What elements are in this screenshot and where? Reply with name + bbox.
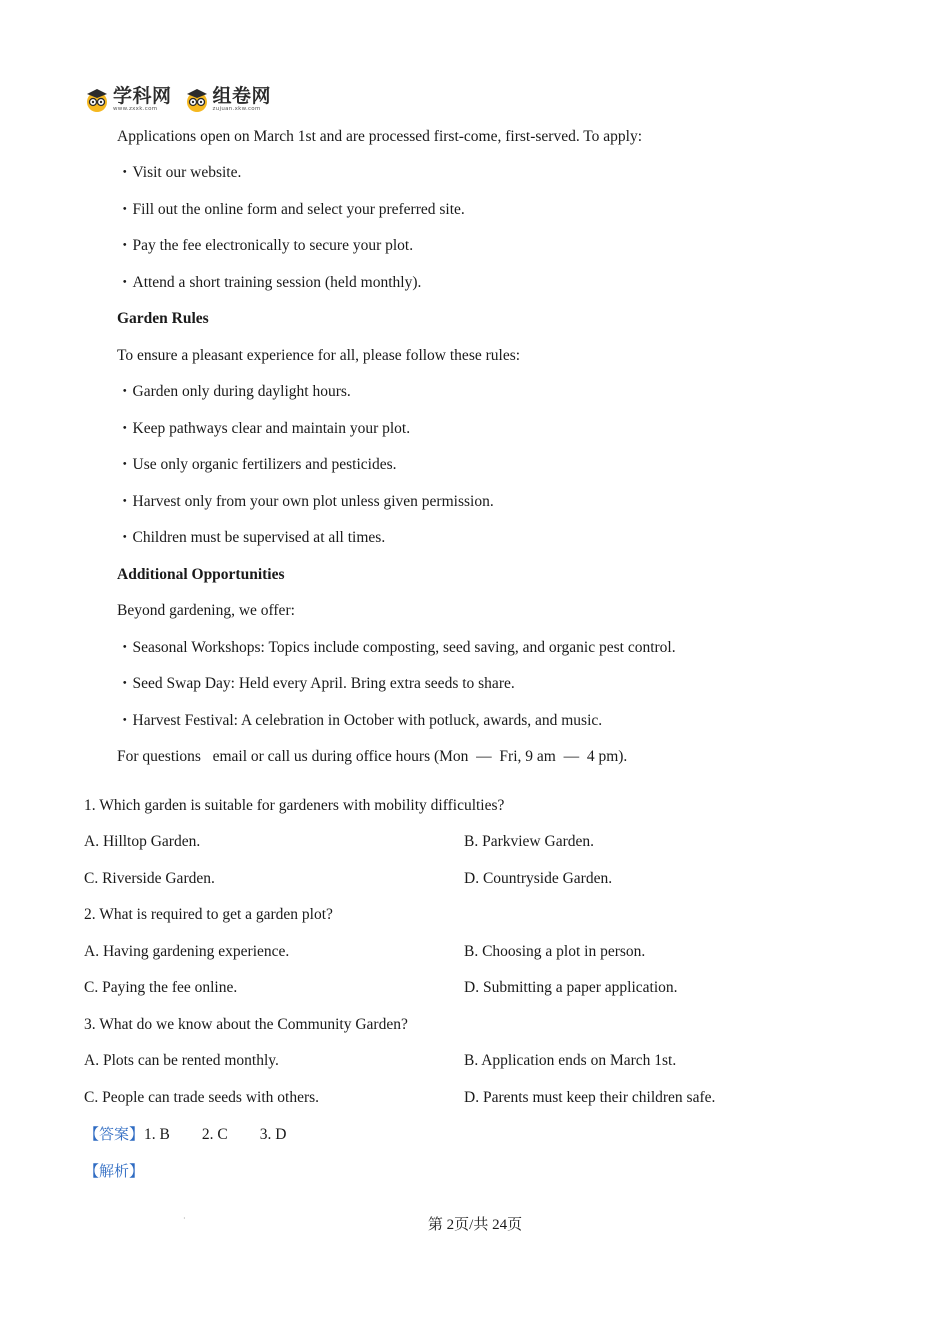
option: D. Parents must keep their children safe. (464, 1089, 716, 1106)
opps-intro: Beyond gardening, we offer: (117, 602, 295, 619)
rules-intro: To ensure a pleasant experience for all, please follow these rules: (117, 347, 521, 364)
answer-line (84, 1124, 286, 1145)
logo-xuekewang (84, 87, 172, 113)
apply-intro: Applications open on March 1st and are processed first-come, first-served. To apply: (117, 128, 643, 145)
answer-item: 2. C (201, 1126, 228, 1143)
answer-item: 1. B (144, 1126, 170, 1143)
answer-item: 3. D (259, 1126, 287, 1143)
rule-item: ・Children must be supervised at all times. (117, 529, 386, 546)
rule-item: ・Harvest only from your own plot unless given permission. (117, 493, 494, 510)
opp-item: ・Seed Swap Day: Held every April. Bring extra seeds to share. (117, 675, 515, 692)
apply-step: ・Visit our website. (117, 164, 242, 181)
contact-line: For questions email or call us during office hours (Mon — Fri, 9 am — 4 pm). (117, 748, 628, 765)
option: C. Paying the fee online. (84, 979, 238, 996)
rules-heading: Garden Rules (117, 310, 209, 327)
analysis-label: 【解析】 (84, 1162, 145, 1180)
rule-item: ・Keep pathways clear and maintain your plot. (117, 420, 411, 437)
option: D. Countryside Garden. (464, 870, 613, 887)
rule-item: ・Garden only during daylight hours. (117, 383, 351, 400)
apply-step: ・Attend a short training session (held monthly). (117, 274, 422, 291)
option: A. Plots can be rented monthly. (84, 1052, 279, 1069)
logo-zujuanwang (184, 87, 272, 113)
apply-step: ・Fill out the online form and select your preferred site. (117, 201, 465, 218)
apply-step: ・Pay the fee electronically to secure your plot. (117, 237, 414, 254)
question-stem: 1. Which garden is suitable for gardeners with mobility difficulties? (84, 797, 505, 814)
logo-name: 组卷网 (212, 85, 272, 108)
decorative-dot: · (183, 1214, 186, 1223)
opps-heading: Additional Opportunities (117, 566, 285, 583)
rule-item: ・Use only organic fertilizers and pesticides. (117, 456, 397, 473)
opp-item: ・Harvest Festival: A celebration in October with potluck, awards, and music. (117, 712, 603, 729)
owl-mascot-icon (184, 87, 210, 113)
owl-mascot-icon (84, 87, 110, 113)
option: B. Parkview Garden. (464, 833, 594, 850)
option: A. Having gardening experience. (84, 943, 290, 960)
option: C. Riverside Garden. (84, 870, 215, 887)
logo-url: www.zxxk.com (113, 106, 158, 113)
option: B. Application ends on March 1st. (464, 1052, 677, 1069)
question-stem: 3. What do we know about the Community Garden? (84, 1016, 408, 1033)
opp-item: ・Seasonal Workshops: Topics include composting, seed saving, and organic pest control. (117, 639, 676, 656)
page-footer: 第 2页/共 24页 (427, 1217, 523, 1233)
option: D. Submitting a paper application. (464, 979, 678, 996)
answer-label: 【答案】 (84, 1125, 145, 1143)
logo-url: zujuan.xkw.com (212, 106, 261, 113)
header-logos (84, 84, 271, 116)
option: C. People can trade seeds with others. (84, 1089, 320, 1106)
option: B. Choosing a plot in person. (464, 943, 646, 960)
logo-name: 学科网 (113, 85, 172, 108)
option: A. Hilltop Garden. (84, 833, 201, 850)
question-stem: 2. What is required to get a garden plot? (84, 906, 333, 923)
